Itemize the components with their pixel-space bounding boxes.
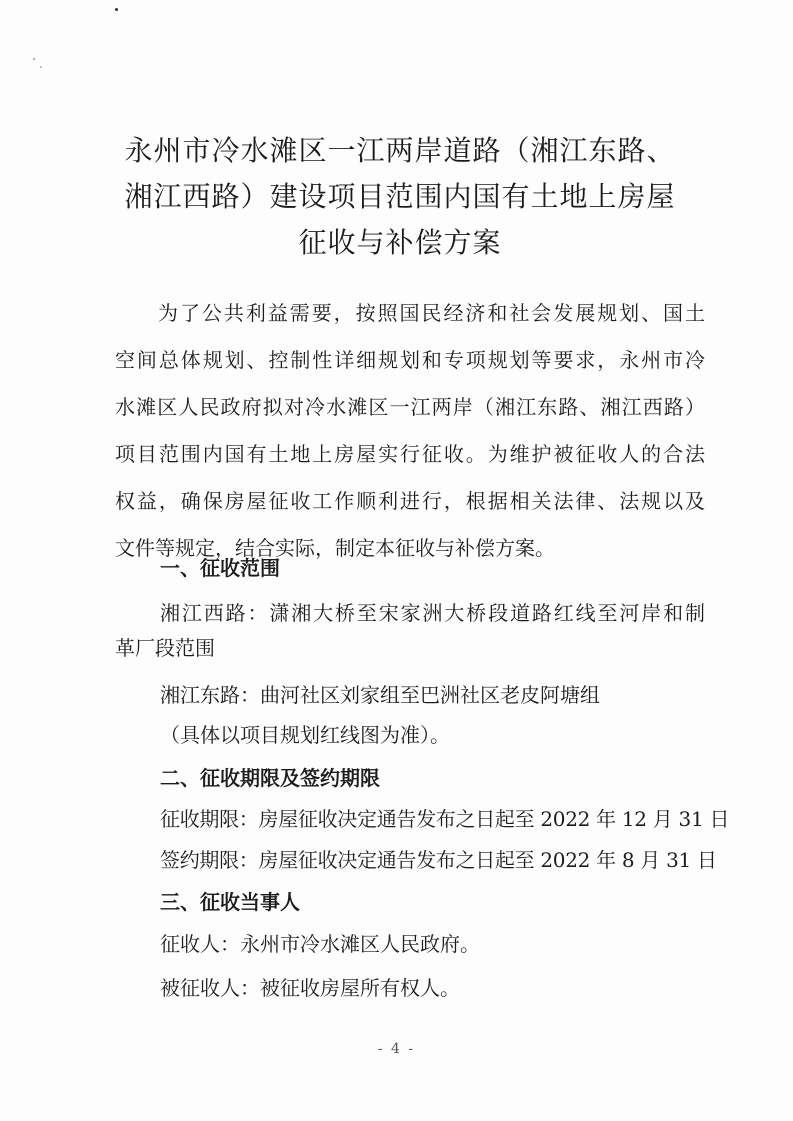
intro-paragraph-line: 空间总体规划、控制性详细规划和专项规划等要求，永州市冷 [115, 348, 705, 372]
section-1-heading: 一、征收范围 [160, 556, 280, 580]
range-west-line-1: 湘江西路：潇湘大桥至宋家洲大桥段道路红线至河岸和制 [160, 601, 705, 625]
signing-period-line: 签约期限：房屋征收决定通告发布之日起至 2022 年 8 月 31 日 [160, 848, 717, 872]
range-east-line: 湘江东路：曲河社区刘家组至巴洲社区老皮阿塘组 [160, 683, 600, 707]
intro-paragraph-last-line: 文件等规定，结合实际，制定本征收与补偿方案。 [115, 536, 555, 560]
intro-paragraph-line: 权益，确保房屋征收工作顺利进行，根据相关法律、法规以及 [115, 489, 705, 513]
collector-line: 征收人：永州市冷水滩区人民政府。 [160, 932, 480, 956]
scan-speck [40, 66, 42, 68]
section-2-heading: 二、征收期限及签约期限 [160, 766, 380, 790]
range-note: （具体以项目规划红线图为准）。 [160, 723, 450, 747]
document-title-line-3: 征收与补偿方案 [298, 226, 502, 259]
intro-paragraph-line: 水滩区人民政府拟对冷水滩区一江两岸（湘江东路、湘江西路） [115, 395, 705, 419]
document-title-line-1: 永州市冷水滩区一江两岸道路（湘江东路、 [124, 134, 676, 167]
page-number: - 4 - [377, 1041, 416, 1057]
scan-speck [115, 8, 118, 11]
collection-period-line: 征收期限：房屋征收决定通告发布之日起至 2022 年 12 月 31 日 [160, 807, 730, 831]
intro-paragraph-line: 项目范围内国有土地上房屋实行征收。为维护被征收人的合法 [115, 442, 705, 466]
section-3-heading: 三、征收当事人 [160, 890, 300, 914]
collectee-line: 被征收人：被征收房屋所有权人。 [160, 976, 460, 1000]
intro-paragraph-line: 为了公共利益需要，按照国民经济和社会发展规划、国土 [158, 301, 705, 325]
scan-speck [33, 58, 35, 60]
range-west-line-2: 革厂段范围 [115, 636, 215, 660]
document-title-line-2: 湘江西路）建设项目范围内国有土地上房屋 [124, 180, 676, 213]
